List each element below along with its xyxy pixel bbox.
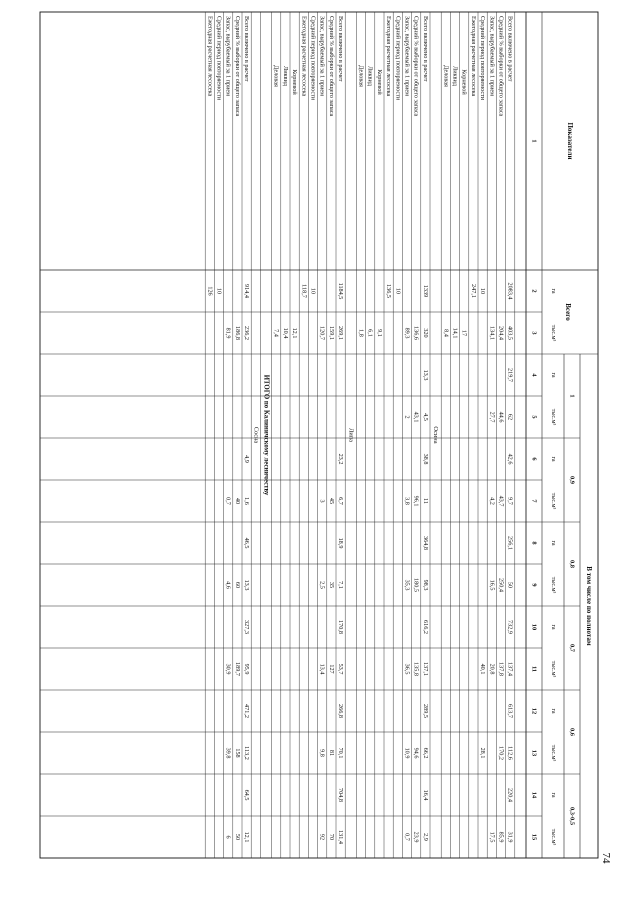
table-frame (40, 12, 598, 858)
cell-value: 403,5 (506, 326, 514, 340)
cell-value: 236,2 (243, 326, 251, 340)
cell-value: 53,7 (337, 663, 345, 675)
cell-value: 36,5 (403, 663, 411, 675)
cell-value: 14,1 (451, 327, 459, 339)
row-label: Запас, вырубаемый за 1 прием (318, 16, 326, 97)
cell-value: 28,1 (479, 747, 487, 759)
row-label: Всего включено в расчет (337, 16, 345, 82)
cell-value: 12,1 (243, 831, 251, 843)
cell-value: 30,9 (224, 663, 232, 675)
cell-value: 7,1 (337, 581, 345, 589)
cell-value: 732,9 (506, 620, 514, 634)
row-label: Всего включено в расчет (421, 16, 429, 82)
header-density-group: 1 (568, 394, 576, 398)
row-label: Средний % выборки от общего запаса (233, 16, 241, 117)
cell-value: 6,7 (337, 497, 345, 505)
cell-value: 1184,5 (337, 282, 345, 300)
cell-value: 113,2 (243, 746, 251, 760)
cell-value: 4,9 (243, 455, 251, 463)
cell-value: 471,2 (243, 704, 251, 718)
cell-value: 704,8 (337, 788, 345, 802)
header-unit-volume: тыс.м³ (550, 576, 556, 594)
cell-value: 1339 (421, 284, 429, 298)
row-label: Средний % выборки от общего запаса (497, 16, 505, 117)
cell-value: 126 (206, 286, 214, 296)
row-label: Корневой (375, 69, 383, 95)
cell-value: 17 (460, 329, 468, 337)
cell-value: 17,5 (488, 831, 496, 843)
cell-value: 16,5 (488, 579, 496, 591)
header-density-group: 0,3-0,5 (568, 806, 576, 826)
cell-value: 18,9 (337, 537, 345, 549)
cell-value: 50 (233, 833, 241, 841)
cell-value: 10 (394, 287, 402, 295)
cell-value: 136,6 (412, 326, 420, 340)
cell-value: 327,3 (243, 620, 251, 634)
cell-value: 158 (233, 748, 241, 758)
cell-value: 4,2 (488, 497, 496, 505)
cell-value: 2,5 (318, 581, 326, 589)
cell-value: 11 (421, 498, 429, 504)
cell-value: 50 (506, 581, 514, 589)
cell-value: 0,7 (403, 833, 411, 841)
cell-value: 20,8 (488, 663, 496, 675)
cell-value: 64,5 (243, 789, 251, 801)
header-total: Всего (564, 303, 572, 321)
section-subtitle: Сосна (252, 426, 260, 444)
cell-value: 112,6 (506, 746, 514, 760)
cell-value: 189,7 (233, 662, 241, 676)
cell-value: 1,6 (243, 497, 251, 505)
cell-value: 35,3 (403, 579, 411, 591)
cell-value: 1,8 (357, 329, 365, 337)
header-unit-area: га (550, 372, 556, 378)
header-unit-area: га (550, 624, 556, 630)
header-unit-area: га (550, 288, 556, 294)
row-label: Деловая (357, 65, 365, 87)
section-title: ИТОГО по Калиничскому лесничеству (262, 374, 270, 496)
cell-value: 62 (506, 413, 514, 421)
cell-value: 247,1 (469, 284, 477, 298)
cell-value: 98,3 (421, 579, 429, 591)
cell-value: 616,2 (421, 620, 429, 634)
row-label: Средний период повторяемости (394, 16, 402, 101)
cell-value: 4,6 (224, 581, 232, 589)
cell-value: 38,8 (421, 453, 429, 465)
cell-value: 219,7 (506, 368, 514, 382)
row-label: Ежегодная расчетная лесосека (300, 16, 308, 97)
cell-value: 12,1 (291, 327, 299, 339)
cell-value: 70,1 (337, 747, 345, 759)
cell-value: 16,4 (421, 789, 429, 801)
cell-value: 914,4 (243, 284, 251, 298)
row-label: Ликвид (451, 66, 459, 86)
cell-value: 13,3 (243, 579, 251, 591)
cell-value: 256,1 (506, 536, 514, 550)
cell-value: 43,1 (412, 411, 420, 423)
row-label: Запас, вырубаемый за 1 прием (488, 16, 496, 97)
header-unit-volume: тыс.м³ (550, 660, 556, 678)
header-unit-area: га (550, 708, 556, 714)
header-density-group: 0,6 (568, 728, 576, 736)
cell-value: 7,4 (272, 329, 280, 337)
cell-value: 10,9 (403, 747, 411, 759)
cell-value: 66,2 (421, 747, 429, 759)
header-column-number: 3 (530, 331, 538, 335)
cell-value: 137,1 (421, 662, 429, 676)
cell-value: 266,8 (337, 704, 345, 718)
row-label: Корневой (291, 69, 299, 95)
header-column-number: 9 (530, 583, 538, 587)
header-unit-area: га (550, 456, 556, 462)
cell-value: 170,2 (497, 746, 505, 760)
header-column-number: 12 (530, 707, 538, 715)
cell-value: 13,3 (421, 369, 429, 381)
row-label: Ежегодная расчетная лесосека (206, 16, 214, 97)
header-column-number: 10 (530, 623, 538, 631)
cell-value: 85,9 (497, 831, 505, 843)
cell-value: 92 (318, 833, 326, 841)
cell-value: 10 (309, 287, 317, 295)
header-density-group: 0,9 (568, 476, 576, 484)
cell-value: 95,9 (243, 663, 251, 675)
cell-value: 2 (403, 415, 411, 419)
cell-value: 127 (327, 664, 335, 674)
row-label: Запас, вырубаемый за 1 прием (224, 16, 232, 97)
cell-value: 60 (233, 581, 241, 589)
cell-value: 137,8 (497, 662, 505, 676)
cell-value: 159,1 (327, 326, 335, 340)
cell-value: 135,8 (412, 662, 420, 676)
cell-value: 118,7 (300, 284, 308, 298)
cell-value: 8,4 (442, 329, 450, 337)
cell-value: 131,4 (337, 830, 345, 844)
cell-value: 137,4 (506, 662, 514, 676)
header-density-group: 0,8 (568, 560, 576, 568)
header-column-number: 13 (530, 749, 538, 757)
cell-value: 13,4 (318, 663, 326, 675)
cell-value: 9,8 (318, 749, 326, 757)
row-label: Ликвид (281, 66, 289, 86)
row-label: Всего включено в расчет (243, 16, 251, 82)
cell-value: 186,8 (233, 326, 241, 340)
cell-value: 81 (327, 749, 335, 757)
cell-value: 120,7 (318, 326, 326, 340)
header-unit-volume: тыс.м³ (550, 492, 556, 510)
header-unit-area: га (550, 540, 556, 546)
row-label: Корневой (460, 69, 468, 95)
cell-value: 3,8 (403, 497, 411, 505)
cell-value: 94,6 (412, 747, 420, 759)
cell-value: 4,5 (421, 413, 429, 421)
header-column-number: 1 (530, 139, 538, 143)
row-label: Ежегодная расчетная лесосека (469, 16, 477, 97)
cell-value: 289,5 (421, 704, 429, 718)
cell-value: 43,7 (497, 495, 505, 507)
header-unit-volume: тыс.м³ (550, 828, 556, 846)
header-column-number: 8 (530, 541, 538, 545)
cell-value: 40 (233, 497, 241, 505)
row-label: Деловая (272, 65, 280, 87)
cell-value: 170,8 (337, 620, 345, 634)
cell-value: 96,1 (412, 495, 420, 507)
row-label: Ликвид (366, 66, 374, 86)
section-title: Липа (347, 427, 355, 443)
cell-value: 613,7 (506, 704, 514, 718)
cell-value: 269,1 (337, 326, 345, 340)
row-label: Ежегодная расчетная лесосека (385, 16, 393, 97)
cell-value: 364,8 (421, 536, 429, 550)
cell-value: 27,7 (488, 411, 496, 423)
cell-value: 10,4 (281, 327, 289, 339)
page-number: 74 (600, 852, 612, 864)
header-column-number: 2 (530, 289, 538, 293)
row-label: Деловая (442, 65, 450, 87)
cell-value: 44,6 (497, 411, 505, 423)
row-label: Средний период повторяемости (479, 16, 487, 101)
cell-value: 10 (479, 287, 487, 295)
cell-value: 42,6 (506, 453, 514, 465)
cell-value: 46,5 (243, 537, 251, 549)
cell-value: 31,9 (506, 831, 514, 843)
header-column-number: 14 (530, 791, 538, 799)
cell-value: 2083,4 (506, 282, 514, 300)
cell-value: 39,8 (224, 747, 232, 759)
cell-value: 134,1 (488, 326, 496, 340)
header-by-density: В том числе по полнотам (585, 566, 593, 646)
cell-value: 250,4 (497, 578, 505, 592)
row-label: Средний % выборки от общего запаса (327, 16, 335, 117)
header-column-number: 15 (530, 833, 538, 841)
header-column-number: 6 (530, 457, 538, 461)
cell-value: 89,3 (403, 327, 411, 339)
cell-value: 180,5 (412, 578, 420, 592)
cell-value: 70 (327, 833, 335, 841)
cell-value: 45 (327, 497, 335, 505)
cell-value: 40,1 (479, 663, 487, 675)
header-unit-volume: тыс.м³ (550, 744, 556, 762)
cell-value: 204,4 (497, 326, 505, 340)
cell-value: 35 (327, 581, 335, 589)
cell-value: 320 (421, 328, 429, 338)
cell-value: 0,7 (224, 497, 232, 505)
section-title: Осина (432, 426, 440, 444)
header-indicators: Показатели (566, 122, 574, 160)
row-label: Средний период повторяемости (215, 16, 223, 101)
cell-value: 81,9 (224, 327, 232, 339)
header-column-number: 5 (530, 415, 538, 419)
header-unit-volume: тыс.м³ (550, 408, 556, 426)
cell-value: 9,1 (375, 329, 383, 337)
cell-value: 9,7 (506, 497, 514, 505)
cell-value: 2,9 (421, 833, 429, 841)
cell-value: 23,2 (337, 453, 345, 465)
cell-value: 10 (215, 287, 223, 295)
cell-value: 136,5 (385, 284, 393, 298)
header-column-number: 7 (530, 499, 538, 503)
row-label: Запас, вырубаемый за 1 прием (403, 16, 411, 97)
cell-value: 220,4 (506, 788, 514, 802)
cell-value: 6 (224, 835, 232, 839)
row-label: Всего включено в расчет (506, 16, 514, 82)
cell-value: 23,9 (412, 831, 420, 843)
cell-value: 6,1 (366, 329, 374, 337)
table-body (40, 12, 598, 858)
header-unit-volume: тыс.м³ (550, 324, 556, 342)
row-label: Средний период повторяемости (309, 16, 317, 101)
row-label: Средний % выборки от общего запаса (412, 16, 420, 117)
header-unit-area: га (550, 792, 556, 798)
header-column-number: 4 (530, 373, 538, 377)
header-density-group: 0,7 (568, 644, 576, 652)
cell-value: 3 (318, 499, 326, 503)
header-column-number: 11 (530, 665, 538, 673)
